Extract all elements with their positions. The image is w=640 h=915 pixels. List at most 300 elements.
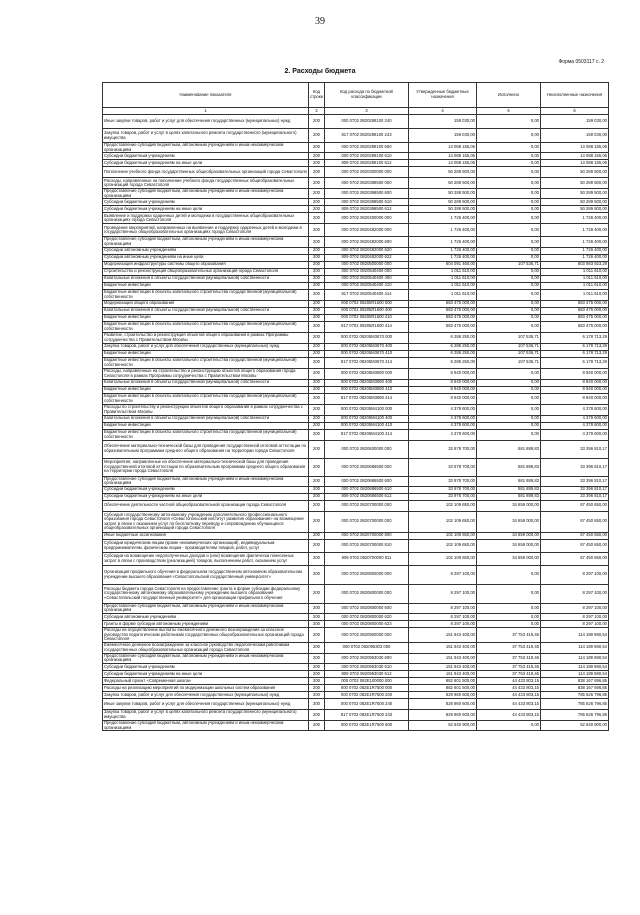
- row-line-code: 200: [309, 261, 325, 268]
- row-budget-code: 000 0702 08205R1600 000: [325, 300, 409, 307]
- row-budget-code: 000 0702 0820686500 000: [325, 458, 409, 476]
- row-executed: 0,00: [477, 115, 541, 129]
- row-budget-code: 817 0702 08205M3890 414: [325, 393, 409, 404]
- table-row: [103, 368, 609, 379]
- row-executed: 37 753 419,46: [477, 663, 541, 670]
- table-row: [103, 143, 609, 153]
- row-executed: 0,00: [477, 289, 541, 300]
- row-executed: 0,00: [477, 415, 541, 422]
- row-budget-code: 000 0702 0820900000 000: [325, 627, 409, 642]
- row-name: Субсидии бюджетным учреждениям: [103, 663, 309, 670]
- table-row: [103, 404, 609, 415]
- row-name: Субсидии автономным учреждениям на иные цели: [103, 254, 309, 261]
- row-name: Капитальные вложения в объекты государственной (муниципальной) собственности: [103, 275, 309, 282]
- row-approved: 50 289 500,00: [409, 206, 477, 213]
- row-budget-code: 000 0702 08205M3890 400: [325, 379, 409, 386]
- row-line-code: 200: [309, 379, 325, 386]
- table-row: [103, 178, 609, 189]
- row-budget-code: 000 0702 0820298100 610: [325, 153, 409, 160]
- row-name: Бюджетные инвестиции: [103, 350, 309, 357]
- row-approved: 159 030,00: [409, 115, 477, 129]
- row-line-code: 200: [309, 684, 325, 691]
- row-line-code: 200: [309, 532, 325, 539]
- row-unexecuted: 4 378 600,00: [541, 404, 609, 415]
- table-row: [103, 415, 609, 422]
- table-row: [103, 670, 609, 677]
- row-executed: 34 659 000,00: [477, 500, 541, 511]
- table-row: [103, 539, 609, 552]
- row-approved: 1 011 610,00: [409, 282, 477, 289]
- column-number: 5: [477, 108, 541, 115]
- table-row: [103, 422, 609, 429]
- row-unexecuted: 8 297 100,00: [541, 603, 609, 613]
- table-row: [103, 511, 609, 532]
- row-executed: 0,00: [477, 386, 541, 393]
- row-budget-code: 000 0702 08205M3890 410: [325, 386, 409, 393]
- row-budget-code: 000 0702 0820800000 000: [325, 565, 409, 584]
- row-executed: 0,00: [477, 422, 541, 429]
- row-budget-code: 000 0702 08205M3670 400: [325, 343, 409, 350]
- row-approved: 8 940 000,00: [409, 368, 477, 379]
- row-approved: 1 726 400,00: [409, 247, 477, 254]
- row-approved: 1 011 610,00: [409, 275, 477, 282]
- row-unexecuted: 14 088 155,06: [541, 160, 609, 167]
- row-name: Бюджетные инвестиции: [103, 314, 309, 321]
- table-row: [103, 115, 609, 129]
- header-name: Наименование показателя: [103, 83, 309, 108]
- header-executed: Исполнено: [477, 83, 541, 108]
- row-budget-code: 000 0702 08205M4100 410: [325, 422, 409, 429]
- table-row: [103, 307, 609, 314]
- column-number: 3: [325, 108, 409, 115]
- column-number-row: [103, 108, 609, 115]
- row-executed: 0,00: [477, 314, 541, 321]
- row-executed: 0,00: [477, 379, 541, 386]
- row-unexecuted: 50 289 500,00: [541, 189, 609, 199]
- row-name: Предоставление субсидий бюджетным, автономным учреждениям и иным некоммерческим организациям: [103, 237, 309, 247]
- row-executed: 37 753 419,46: [477, 627, 541, 642]
- row-unexecuted: 33 396 810,17: [541, 458, 609, 476]
- row-line-code: 200: [309, 300, 325, 307]
- row-approved: 151 943 400,00: [409, 642, 477, 653]
- row-line-code: 200: [309, 153, 325, 160]
- row-executed: 34 659 000,00: [477, 552, 541, 565]
- row-unexecuted: 114 189 980,54: [541, 627, 609, 642]
- row-approved: 583 475 000,00: [409, 314, 477, 321]
- row-line-code: 200: [309, 653, 325, 663]
- row-unexecuted: 785 526 796,85: [541, 691, 609, 698]
- table-row: [103, 350, 609, 357]
- row-executed: 37 753 419,46: [477, 642, 541, 653]
- row-approved: 8 297 100,00: [409, 613, 477, 620]
- row-executed: 0,00: [477, 247, 541, 254]
- row-unexecuted: 583 475 000,00: [541, 321, 609, 332]
- row-unexecuted: 1 726 400,00: [541, 247, 609, 254]
- row-executed: 44 433 803,15: [477, 677, 541, 684]
- row-unexecuted: 50 289 500,00: [541, 199, 609, 206]
- row-name: Расходы на реализацию мероприятий по модернизации школьных систем образования: [103, 684, 309, 691]
- row-unexecuted: 14 088 155,06: [541, 143, 609, 153]
- table-row: [103, 698, 609, 709]
- row-budget-code: 000 0702 0820540400 400: [325, 275, 409, 282]
- table-header-row: [103, 83, 609, 108]
- row-name: Предоставление субсидий бюджетным, автономным учреждениям и иным некоммерческим организациям: [103, 476, 309, 486]
- row-budget-code: 000 0702 08205M3890 000: [325, 368, 409, 379]
- row-executed: 0,00: [477, 603, 541, 613]
- row-line-code: 200: [309, 493, 325, 500]
- row-executed: 0,00: [477, 213, 541, 224]
- row-approved: 159 030,00: [409, 129, 477, 143]
- row-line-code: 200: [309, 268, 325, 275]
- row-approved: 4 378 600,00: [409, 422, 477, 429]
- row-name: Иные закупки товаров, работ и услуг для обеспечения государственных (муниципальных) нужд: [103, 115, 309, 129]
- row-unexecuted: 33 396 810,17: [541, 493, 609, 500]
- row-approved: 583 475 000,00: [409, 300, 477, 307]
- section-title: 2. Расходы бюджета: [284, 68, 356, 75]
- row-line-code: 200: [309, 620, 325, 627]
- row-approved: 604 091 460,00: [409, 261, 477, 268]
- row-budget-code: 000 0702 0820686500 610: [325, 486, 409, 493]
- table-body: [103, 115, 609, 731]
- row-executed: 107 536,71: [477, 332, 541, 343]
- row-unexecuted: 33 396 810,17: [541, 476, 609, 486]
- row-line-code: 200: [309, 307, 325, 314]
- row-name: Закупка товаров, работ и услуг в целях капитального ремонта государственного (муниципального) имущества: [103, 129, 309, 143]
- table-row: [103, 160, 609, 167]
- column-number: 6: [541, 108, 609, 115]
- row-unexecuted: 4 378 600,00: [541, 429, 609, 440]
- row-approved: 583 475 000,00: [409, 307, 477, 314]
- row-name: Субсидии автономным учреждениям: [103, 613, 309, 620]
- table-row: [103, 627, 609, 642]
- row-unexecuted: 114 189 980,54: [541, 642, 609, 653]
- row-line-code: 200: [309, 613, 325, 620]
- row-unexecuted: 8 297 100,00: [541, 584, 609, 603]
- row-name: Расходы, направленные на строительство и реконструкцию объектов общего образования города Севастополя в рамках Программы сотрудничества с Правительством Москвы: [103, 368, 309, 379]
- row-executed: 0,00: [477, 584, 541, 603]
- row-budget-code: 817 0702 082Е1R7500 243: [325, 709, 409, 720]
- row-line-code: 200: [309, 160, 325, 167]
- row-approved: 14 088 155,06: [409, 160, 477, 167]
- row-budget-code: 000 0702 0820540400 000: [325, 268, 409, 275]
- row-line-code: 200: [309, 584, 325, 603]
- row-unexecuted: 159 030,00: [541, 129, 609, 143]
- row-budget-code: 000 0702 0820298100 240: [325, 115, 409, 129]
- row-unexecuted: 6 178 713,29: [541, 332, 609, 343]
- column-number: 1: [103, 108, 309, 115]
- row-unexecuted: 1 726 400,00: [541, 237, 609, 247]
- row-name: Субсидии бюджетным учреждениям на иные цели: [103, 670, 309, 677]
- row-executed: 107 536,71: [477, 357, 541, 368]
- row-approved: 882 601 500,00: [409, 677, 477, 684]
- row-executed: 581 889,83: [477, 440, 541, 458]
- row-name: Обеспечение деятельности частной общеобразовательной организации города Севастополя: [103, 500, 309, 511]
- row-line-code: 200: [309, 275, 325, 282]
- row-executed: 0,00: [477, 167, 541, 178]
- row-executed: 0,00: [477, 368, 541, 379]
- row-budget-code: 809 0702 0820298100 612: [325, 160, 409, 167]
- row-line-code: 200: [309, 206, 325, 213]
- row-name: Обеспечение материально-технической базы для проведения государственной итоговой аттестации по образовательным программам среднего общего образования на территории города Севастополя: [103, 440, 309, 458]
- row-budget-code: 000 0702 082Е1R7500 240: [325, 698, 409, 709]
- row-approved: 8 297 100,00: [409, 565, 477, 584]
- table-row: [103, 493, 609, 500]
- table-row: [103, 300, 609, 307]
- row-name: Организация профильного обучения в федеральном государственном автономном образовательном учреждении высшего образования «Севастопольский государственный университет»: [103, 565, 309, 584]
- row-line-code: 200: [309, 143, 325, 153]
- row-approved: 33 978 700,00: [409, 486, 477, 493]
- row-budget-code: 000 0702 08205R1600 400: [325, 307, 409, 314]
- header-budget-code: Код расхода по бюджетной классификации: [325, 83, 409, 108]
- row-line-code: 200: [309, 199, 325, 206]
- row-budget-code: 000 0702 08205M4100 000: [325, 404, 409, 415]
- row-executed: 107 536,71: [477, 350, 541, 357]
- row-unexecuted: 838 167 696,85: [541, 684, 609, 691]
- row-budget-code: 000 0702 0820500000 000: [325, 261, 409, 268]
- row-approved: 1 011 610,00: [409, 268, 477, 275]
- row-line-code: 200: [309, 343, 325, 350]
- row-unexecuted: 1 011 610,00: [541, 282, 609, 289]
- row-budget-code: 000 0702 0820700000 810: [325, 539, 409, 552]
- row-approved: 50 289 500,00: [409, 189, 477, 199]
- row-unexecuted: 50 289 500,00: [541, 206, 609, 213]
- row-approved: 102 109 650,00: [409, 500, 477, 511]
- table-row: [103, 458, 609, 476]
- row-approved: 151 943 400,00: [409, 653, 477, 663]
- row-approved: 151 943 400,00: [409, 670, 477, 677]
- row-unexecuted: 114 189 980,54: [541, 653, 609, 663]
- table-row: [103, 129, 609, 143]
- row-approved: 6 286 250,00: [409, 332, 477, 343]
- row-approved: 33 978 700,00: [409, 458, 477, 476]
- row-budget-code: 000 0702 0820400000 000: [325, 213, 409, 224]
- row-budget-code: 817 0702 08205M4100 414: [325, 429, 409, 440]
- row-name: Субсидии бюджетным учреждениям на иные цели: [103, 206, 309, 213]
- row-approved: 6 286 250,00: [409, 357, 477, 368]
- row-unexecuted: 8 940 000,00: [541, 379, 609, 386]
- row-name: Капитальные вложения в объекты государственной (муниципальной) собственности: [103, 379, 309, 386]
- table-row: [103, 620, 609, 627]
- row-approved: 829 960 600,00: [409, 709, 477, 720]
- row-unexecuted: 1 011 610,00: [541, 289, 609, 300]
- row-name: Бюджетные инвестиции: [103, 386, 309, 393]
- row-budget-code: 000 0702 0820482000 600: [325, 237, 409, 247]
- row-line-code: 200: [309, 422, 325, 429]
- row-executed: 0,00: [477, 429, 541, 440]
- table-row: [103, 653, 609, 663]
- row-name: Закупка товаров, работ и услуг для обеспечения государственных (муниципальных) нужд: [103, 343, 309, 350]
- row-name: Предоставление субсидий бюджетным, автономным учреждениям и иным некоммерческим организациям: [103, 189, 309, 199]
- header-line-code: Код строки: [309, 83, 325, 108]
- row-executed: 0,00: [477, 206, 541, 213]
- row-approved: 50 289 500,00: [409, 167, 477, 178]
- row-line-code: 200: [309, 603, 325, 613]
- table-row: [103, 189, 609, 199]
- row-line-code: 200: [309, 698, 325, 709]
- row-line-code: 200: [309, 458, 325, 476]
- row-approved: 1 726 400,00: [409, 224, 477, 237]
- row-budget-code: 000 0702 0820482000 620: [325, 247, 409, 254]
- row-name: Бюджетные инвестиции в объекты капитального строительства государственной (муниципальной) собственности: [103, 429, 309, 440]
- table-row: [103, 224, 609, 237]
- row-approved: 4 378 600,00: [409, 415, 477, 422]
- row-executed: 44 433 803,15: [477, 698, 541, 709]
- row-unexecuted: 67 450 650,00: [541, 539, 609, 552]
- row-unexecuted: 1 726 400,00: [541, 224, 609, 237]
- row-executed: 0,00: [477, 307, 541, 314]
- table-row: [103, 379, 609, 386]
- table-row: [103, 552, 609, 565]
- row-approved: 4 378 600,00: [409, 429, 477, 440]
- row-budget-code: 000 0702 0820953030 600: [325, 653, 409, 663]
- row-unexecuted: 67 450 650,00: [541, 552, 609, 565]
- row-unexecuted: 1 726 400,00: [541, 254, 609, 261]
- row-unexecuted: 583 475 000,00: [541, 300, 609, 307]
- row-budget-code: 000 0702 0820600000 000: [325, 440, 409, 458]
- table-row: [103, 720, 609, 730]
- row-line-code: 200: [309, 386, 325, 393]
- row-line-code: 200: [309, 552, 325, 565]
- row-unexecuted: 4 378 600,00: [541, 422, 609, 429]
- row-executed: 0,00: [477, 282, 541, 289]
- row-name: Субсидии бюджетным учреждениям на иные цели: [103, 160, 309, 167]
- row-budget-code: 000 0702 0820953030 610: [325, 663, 409, 670]
- row-line-code: 200: [309, 115, 325, 129]
- row-executed: 107 536,71: [477, 261, 541, 268]
- row-unexecuted: 6 178 713,29: [541, 350, 609, 357]
- row-line-code: 200: [309, 565, 325, 584]
- row-budget-code: 000 0702 0820398500 000: [325, 178, 409, 189]
- table-row: [103, 565, 609, 584]
- row-approved: 829 960 600,00: [409, 691, 477, 698]
- row-executed: 0,00: [477, 404, 541, 415]
- row-name: Капитальные вложения в объекты государственной (муниципальной) собственности: [103, 415, 309, 422]
- table-row: [103, 213, 609, 224]
- row-name: Субсидии бюджетным учреждениям: [103, 199, 309, 206]
- table-row: [103, 153, 609, 160]
- row-name: Развитие, строительство и реконструкция объектов общего образования в рамках Программы сотрудничества с Правительством Москвы: [103, 332, 309, 343]
- table-row: [103, 268, 609, 275]
- table-row: [103, 613, 609, 620]
- row-executed: 0,00: [477, 129, 541, 143]
- row-approved: 6 286 250,00: [409, 343, 477, 350]
- row-executed: 0,00: [477, 620, 541, 627]
- table-row: [103, 429, 609, 440]
- row-line-code: 200: [309, 429, 325, 440]
- row-executed: 0,00: [477, 160, 541, 167]
- row-budget-code: 000 0702 0820398500 610: [325, 199, 409, 206]
- row-line-code: 200: [309, 677, 325, 684]
- row-line-code: 200: [309, 357, 325, 368]
- row-unexecuted: 67 450 650,00: [541, 511, 609, 532]
- table-row: [103, 199, 609, 206]
- row-line-code: 200: [309, 670, 325, 677]
- row-line-code: 200: [309, 178, 325, 189]
- row-budget-code: 000 0702 0820686500 600: [325, 476, 409, 486]
- table-row: [103, 584, 609, 603]
- row-name: Модернизация общего образования: [103, 300, 309, 307]
- row-executed: 0,00: [477, 189, 541, 199]
- row-budget-code: 000 0702 082Е1R7500 200: [325, 691, 409, 698]
- row-approved: 102 109 650,00: [409, 552, 477, 565]
- row-executed: 0,00: [477, 720, 541, 730]
- row-budget-code: 000 0702 082Е1R7500 000: [325, 684, 409, 691]
- row-unexecuted: 50 289 500,00: [541, 178, 609, 189]
- row-budget-code: 000 0702 082095303 000: [325, 642, 409, 653]
- row-budget-code: 000 0702 08205M3670 000: [325, 332, 409, 343]
- table-row: [103, 677, 609, 684]
- row-line-code: 200: [309, 237, 325, 247]
- row-approved: 14 088 155,06: [409, 153, 477, 160]
- row-executed: 0,00: [477, 143, 541, 153]
- table-row: [103, 332, 609, 343]
- row-unexecuted: 785 526 796,85: [541, 698, 609, 709]
- table-row: [103, 343, 609, 350]
- row-approved: 14 088 155,06: [409, 143, 477, 153]
- table-row: [103, 663, 609, 670]
- row-unexecuted: 8 297 100,00: [541, 620, 609, 627]
- row-executed: 581 889,83: [477, 458, 541, 476]
- row-name: Субсидия государственному автономному учреждению дополнительного профессионального образования города Севастополя «Севастопольский институт развития образования» на возмещение затрат в связи с оказанием услуг по бесплатному переводу и сопровождению обучающихся общеобразовательных организаций города Севастополя: [103, 511, 309, 532]
- row-unexecuted: 583 475 000,00: [541, 307, 609, 314]
- row-unexecuted: 1 011 610,00: [541, 275, 609, 282]
- table-row: [103, 393, 609, 404]
- row-unexecuted: 33 396 810,17: [541, 486, 609, 493]
- row-name: Субсидии бюджетным учреждениям: [103, 153, 309, 160]
- row-budget-code: 809 0702 0820482000 622: [325, 254, 409, 261]
- row-approved: 8 297 100,00: [409, 584, 477, 603]
- table-row: [103, 289, 609, 300]
- row-name: Ежемесячное денежное вознаграждение за классное руководство педагогическим работникам государственных общеобразовательных организаций города Севастополя: [103, 642, 309, 653]
- row-line-code: 200: [309, 511, 325, 532]
- header-unexecuted: Неисполненные назначения: [541, 83, 609, 108]
- table-row: [103, 691, 609, 698]
- table-row: [103, 476, 609, 486]
- row-approved: 102 109 650,00: [409, 532, 477, 539]
- row-name: Субсидии бюджетным учреждениям: [103, 486, 309, 493]
- row-name: Бюджетные инвестиции: [103, 422, 309, 429]
- row-executed: 34 659 000,00: [477, 511, 541, 532]
- row-executed: 0,00: [477, 224, 541, 237]
- form-code: Форма 0503117 с. 2: [558, 59, 604, 65]
- row-unexecuted: 67 450 650,00: [541, 532, 609, 539]
- row-line-code: 200: [309, 282, 325, 289]
- row-budget-code: 817 0702 08205R1600 414: [325, 321, 409, 332]
- row-unexecuted: 8 940 000,00: [541, 386, 609, 393]
- row-budget-code: 000 0702 0820540400 410: [325, 282, 409, 289]
- row-name: Предоставление субсидий бюджетным, автономным учреждениям и иным некоммерческим организациям: [103, 653, 309, 663]
- row-name: Строительство и реконструкция общеобразовательных организаций города Севастополя: [103, 268, 309, 275]
- row-name: Бюджетные инвестиции в объекты капитального строительства государственной (муниципальной) собственности: [103, 321, 309, 332]
- row-executed: 0,00: [477, 199, 541, 206]
- row-unexecuted: 8 940 000,00: [541, 393, 609, 404]
- row-line-code: 200: [309, 332, 325, 343]
- row-line-code: 200: [309, 321, 325, 332]
- row-line-code: 200: [309, 440, 325, 458]
- row-approved: 1 011 610,00: [409, 289, 477, 300]
- table-row: [103, 321, 609, 332]
- row-approved: 882 601 500,00: [409, 684, 477, 691]
- row-name: Проведение мероприятий, направленных на выявление и поддержку одаренных детей и молодежи в государственных общеобразовательных организациях города Севастополя: [103, 224, 309, 237]
- row-line-code: 200: [309, 415, 325, 422]
- row-executed: 581 889,83: [477, 493, 541, 500]
- row-executed: 0,00: [477, 237, 541, 247]
- row-name: Расходы, направленные на пополнение учебного фонда государственных общеобразовательных организаций города Севастополя: [103, 178, 309, 189]
- row-budget-code: 000 0702 08205M4100 400: [325, 415, 409, 422]
- column-number: 2: [309, 108, 325, 115]
- row-line-code: 200: [309, 709, 325, 720]
- row-unexecuted: 785 526 796,85: [541, 709, 609, 720]
